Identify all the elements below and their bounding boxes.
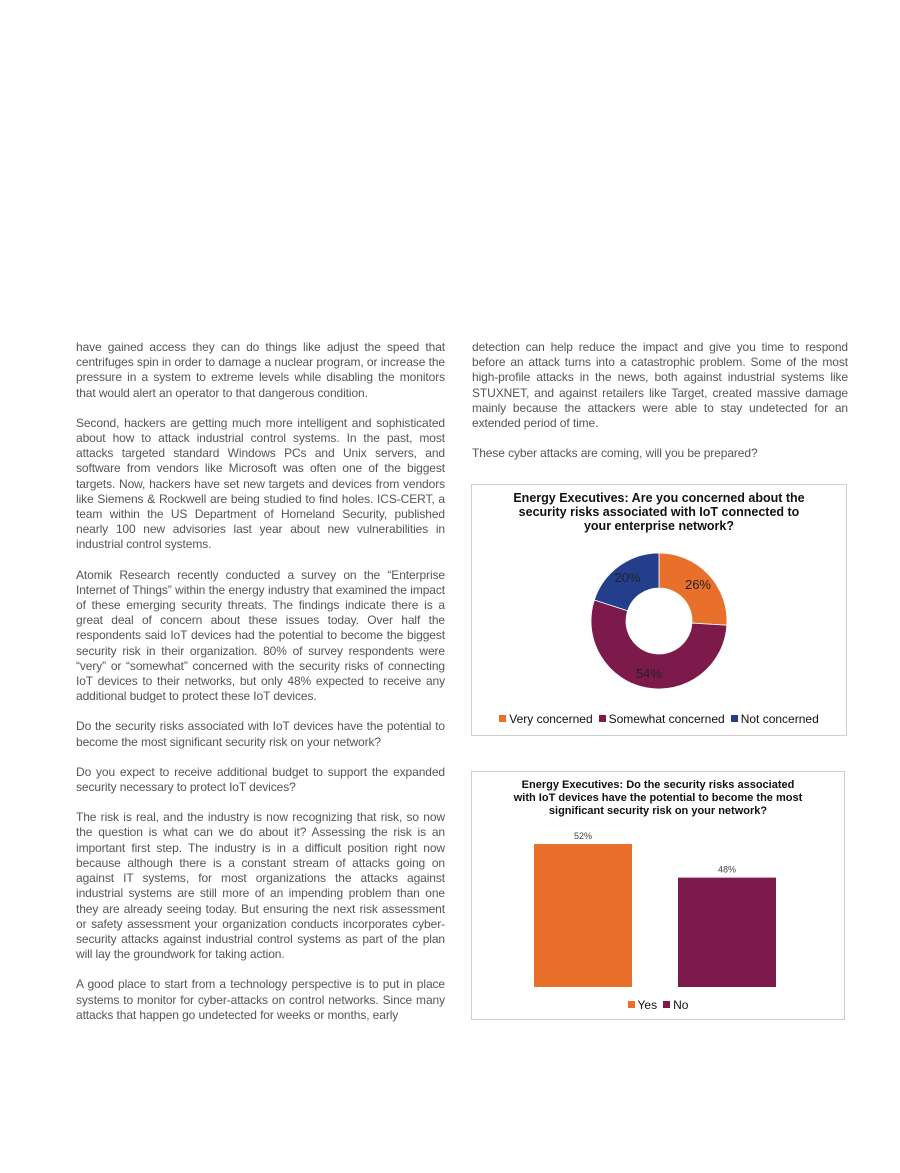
paragraph: Do you expect to receive additional budget to support the expanded security necessary to protect IoT devices? <box>76 764 445 795</box>
donut-chart-svg <box>472 485 846 735</box>
data-label: 48% <box>717 864 737 875</box>
paragraph: The risk is real, and the industry is now recognizing that risk, so now the question is what can we do about it? Assessing the risk is an important first step. The industry is in a difficult position right now because although there is a constant stream of attacks going on against IT systems, for most organizations the attacks against industrial systems are still more of an impending problem than one they are already seeing today. But ensuring the next risk assessment or safety assessment your organization conducts incorporates cyber-security attacks against industrial control systems as part of the plan will lay the groundwork for taking action. <box>76 810 445 962</box>
donut-chart-concern <box>471 484 847 736</box>
data-label: 26% <box>684 576 712 592</box>
paragraph: These cyber attacks are coming, will you be prepared? <box>472 446 758 461</box>
data-label: 20% <box>614 570 641 586</box>
paragraph: Do the security risks associated with IoT devices have the potential to become the most significant security risk on your network? <box>76 719 445 749</box>
legend-item <box>599 712 725 726</box>
legend-label: Not concerned <box>740 712 819 726</box>
legend-swatch <box>628 1001 635 1008</box>
legend-swatch <box>599 715 606 722</box>
chart-title: Energy Executives: Do the security risks associated with IoT devices have the potential to become the most significant security risk on your network? <box>513 779 803 817</box>
data-label: 54% <box>635 666 662 682</box>
chart-legend <box>472 712 846 726</box>
legend-label: Yes <box>637 998 658 1012</box>
legend-item <box>628 998 658 1012</box>
legend-item <box>663 998 688 1012</box>
paragraph: detection can help reduce the impact and give you time to respond before an attack turns into a catastrophic problem. Some of the most high-profile attacks in the news, both against industrial systems like STUXNET, and against retailers like Target, created massive damage mainly because the attackers were able to stay undetected for an extended period of time. <box>472 340 848 431</box>
data-label: 52% <box>573 831 593 841</box>
paragraph: have gained access they can do things like adjust the speed that centrifuges spin in order to damage a nuclear program, or increase the pressure in a system to extreme levels while disabling the monitors that would alert an operator to that dangerous condition. <box>76 340 445 400</box>
chart-title: Energy Executives: Are you concerned about the security risks associated with IoT connected to your enterprise network? <box>513 491 805 533</box>
bar-chart-svg <box>472 772 844 1019</box>
legend-label: Somewhat concerned <box>608 712 725 726</box>
paragraph: Second, hackers are getting much more intelligent and sophisticated about how to attack industrial control systems. In the past, most attacks targeted standard Windows PCs and Unix servers, and software from vendors like Microsoft was often one of the biggest targets. Now, hackers have set new targets and devices from vendors like Siemens & Rockwell are being studied to find holes. ICS-CERT, a team within the US Department of Homeland Security, published nearly 100 new advisories last year about new vulnerabilities in industrial control systems. <box>76 415 445 552</box>
legend-swatch <box>499 715 506 722</box>
left-text-column <box>76 340 445 1038</box>
legend-item <box>499 712 592 726</box>
paragraph: Atomik Research recently conducted a survey on the “Enterprise Internet of Things” within the energy industry that examined the impact of these emerging security threats. The findings indicate there is a great deal of concern about these issues today. Over half the respondents said IoT devices had the potential to become the biggest security risk in their organization. 80% of survey respondents were “very” or “somewhat” concerned with the security risks of connecting IoT devices to their networks, but only 48% expected to receive any additional budget to protect these IoT devices. <box>76 567 445 704</box>
right-text-column <box>472 340 848 476</box>
chart-legend <box>472 998 844 1012</box>
bar <box>678 878 776 987</box>
legend-swatch <box>731 715 738 722</box>
bar-chart-security-risk <box>471 771 845 1020</box>
paragraph: A good place to start from a technology perspective is to put in place systems to monitor for cyber-attacks on control networks. Since many attacks that happen go undetected for weeks or months, early <box>76 977 445 1022</box>
bar <box>534 844 632 987</box>
legend-swatch <box>663 1001 670 1008</box>
legend-label: Very concerned <box>509 712 593 726</box>
legend-label: No <box>673 998 689 1012</box>
legend-item <box>731 712 819 726</box>
